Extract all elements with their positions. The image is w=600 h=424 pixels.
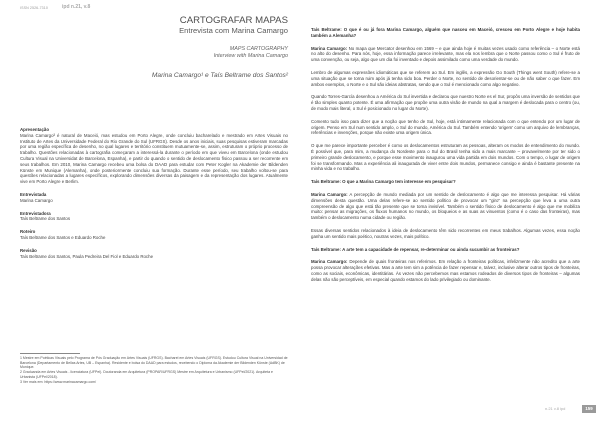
apresentacao-label: Apresentação — [20, 127, 50, 132]
article-subtitle-en: Interview with Marina Camargo — [213, 53, 288, 59]
paragraph-text: A percepção de mundo mediada por um sentido de deslocamento é algo que me interessa pesquisar. Há várias dimensões desta questão. Uma delas refere-se ao sentido político de provocar um "giro" na percepção que leva a uma outra compreensão de algo que está tão presente que se torna invisível. Também o sentido físico de deslocamento é algo que me mobiliza muito: pensar as migrações, os fluxos humanos no mundo, os bloqueios e as suas as vinuentos (como é o caso das fronteiras), mas também o deslocamento numa cidade ou região. — [311, 191, 580, 221]
paragraph-text: Lembro de algumas expressões idiomáticas que se referem ao Sul. Em inglês, a expressão Go South (Things went South) refere-se a uma situação que se torna ruim após já tenha sido boa. Perder o Norte, no sentido de desorientar-se ou de não saber o que fazer. Em ambos exemplos, o Norte e o Sul são ideias abstratas, sendo que o Sul é mencionado como algo negativo. — [311, 69, 580, 87]
footnotes — [20, 353, 288, 384]
interview-question — [311, 247, 580, 253]
paragraph — [311, 228, 580, 240]
article-subtitle: Entrevista com Marina Camargo — [179, 26, 288, 35]
paragraph — [311, 70, 580, 87]
revisao-value: Taís Beltrame dos Santos, Paula Pedreira Del Fiol e Eduardo Roche — [20, 253, 154, 259]
article-title-en: MAPS CARTOGRAPHY — [229, 46, 288, 52]
page-number: 159 — [582, 405, 596, 413]
entrevistadora-label: Entrevistadora — [20, 210, 51, 216]
paragraph-text: No mapa que Mercator desenhou em 1569 – e que ainda hoje é muitas vezes usado como referência – o Norte está no alto do desenho. Para nós, hoje, essa informação parece irrelevante, mas ela nos lembra que o Norte passou como o Sul é fruto de uma convenção, ou seja, algo que um dia foi inventado e depois assimilado como uma verdade do mundo. — [311, 45, 580, 63]
footer-logo: n.21 v.8 ipd — [545, 406, 566, 411]
left-column — [20, 127, 288, 259]
footnote-1: 1 Mestre em Poéticas Visuais pelo Programa de Pós Graduação em Artes Visuais (UFRGS). Bacharel em Artes Visuais (UFRGS). Estudou Cultura Visual na Universidad de Barcelona (Departamento de Bellas Artes, UB – Espanha). Residente e bolsa do DAAD para estudos, recebendo o Diploma da Akademie der Bildenden Künste (AdBK) de Munique. — [20, 356, 288, 370]
speaker-name: Marina Camargo: — [311, 191, 348, 197]
right-column — [311, 27, 580, 290]
entrevistada-label: Entrevistada — [20, 191, 47, 197]
issn-label: ISSN 2526-7310 — [20, 6, 48, 10]
paragraph-text: Depende de quais fronteiras nos referimos. Em relação a fronteiras políticas, infelizmente não acredito que a arte possa provocar alterações efetivas. Mas a arte tem sim a potência de fazer repensar e, talvez, inclusive alterar outros tipos de fronteiras, como as sociais, econômicas, identitárias. Às vezes não percebemos mas estamos rodeados de diversos tipos de fronteiras – algumas delas não são perceptíveis, em especial quando estamos do lado privilegiado ou dominante. — [311, 259, 580, 282]
footnote-3: 3 Ver mais em: https://www.marinacamargo.com/ — [20, 379, 97, 384]
paragraph — [311, 143, 580, 172]
apresentacao-text: Marina Camargo³ é natural de Maceió, mas estudou em Porto Alegre, onde concluiu bacharelado e mestrado em Artes Visuais no Instituto de Artes da Universidade Federal do Rio Grande do Sul (UFRGS). Desde os anos iniciais, suas pesquisas estiveram marcadas por uma região específica de desenho, no qual lugares e território constituem mutuamente-se, assim, estruturam o próprio processo de trabalho. Questões relacionadas à cartografia começaram a interessá-la durante o período em que viveu em Barcelona (onde estudou Cultura Visual na Universidat de Barcelona, Espanha), e partir do quando o sentido de deslocamento físico passou a ser recorrente em seus trabalhos. Em 2010, Marina Camargo recebeu uma bolsa do DAAD para estudar com Peter Kogler na Akademie der Bildenden Künste em Munique (Alemanha), onde posteriormente concluiu sua formação. Durante esse período, seu trabalho voltou-se para questões relacionadas a lugares específicos, explorando dimensões diversas da paisagem e da representação dos lugares. Atualmente vive em Porto Alegre e Berlim. — [20, 132, 288, 185]
speaker-name: Taís Beltrame: — [311, 179, 341, 185]
interview-answer — [311, 192, 580, 221]
speaker-name: Marina Camargo: — [311, 259, 348, 265]
paragraph — [311, 94, 580, 111]
footnote-2: 2 Graduanda em Artes Visuais - licenciatura (UFPel). Doutoranda em Arquitetura (PROPAR/UFRGS) Mestre em Arquitetura e Urbanismo (UFPel/2021). Arquiteta e Urbanista (UFPel/2018). — [20, 370, 273, 379]
journal-mark: ipd n.21, v.8 — [62, 4, 91, 10]
paragraph-text: O que é ou já fora Marina Camargo, alguém que nasceu em Maceió, cresceu em Porto Alegre e hoje habita também a Alemanha? — [311, 27, 580, 38]
speaker-name: Taís Beltrame: — [311, 27, 342, 32]
interview-answer — [311, 259, 580, 282]
entrevistada-value: Marina Camargo — [20, 197, 53, 203]
speaker-name: Taís Beltrame: — [311, 246, 341, 252]
interview-answer — [311, 46, 580, 63]
interview-question — [311, 27, 580, 39]
entrevistadora-value: Taís Beltrame dos Santos — [20, 216, 71, 222]
article-authors: Marina Camargo¹ e Taís Beltrame dos Santos² — [151, 72, 288, 79]
paragraph-text: Comento tudo isso para dizer que a noção que tenho de Sul, hoje, está intimamente relacionada com o que entendo por um lugar de origem. Penso em Sul num sentido amplo, o Sul do mundo, América do Sul. Também entendo 'origem' como um arquivo de lembranças, referências e invenções, porque não existe uma origem única. — [311, 118, 580, 136]
footnote-divider — [20, 353, 80, 354]
paragraph-text: Quando Torres-García desenhou a América do Sul invertida e declarou que nuestro Norte es el Sur, propôs uma inversão de sentidos que é tão simples quanto potente. É uma afirmação que propõe uma outra visão de mundo na qual a margem é deslocada para o centro (ou, de modo mais literal, o Sul é posicionado no lugar do Norte). — [311, 94, 580, 111]
paragraph-text: O que me parece importante perceber é como os deslocamentos estruturam as pessoas, alteram os modos de entendimento do mundo. É possível que, para mim, a mudança do Nordeste para o Sul do Brasil tenha sido a mais marcante – provavelmente por ter sido o primeiro grande deslocamento, e porque esse movimento inaugurou uma vida partida em dois mundos. Com o tempo, o lugar de origem foi se transformando. Mas a experiência ali inaugurada de viver entre dois mundos, permanece consigo e ainda é bastante presente na minha vida e no trabalho. — [311, 143, 580, 172]
article-header — [20, 16, 288, 79]
revisao-label: Revisão — [20, 247, 37, 253]
paragraph-text: A arte tem a capacidade de repensar, re-determinar ou ainda sucumbir as fronteiras? — [342, 246, 520, 252]
roteiro-value: Taís Beltrame dos Santos e Eduardo Roche — [20, 234, 106, 240]
roteiro-label: Roteiro — [20, 229, 36, 235]
paragraph — [311, 119, 580, 136]
article-title: CARTOGRAFAR MAPAS — [179, 15, 288, 26]
paragraph-text: O que a Marina Camargo tem interesse em pesquisar? — [342, 179, 456, 185]
speaker-name: Marina Camargo: — [311, 45, 348, 51]
interview-question — [311, 179, 580, 185]
paragraph-text: Essas diversas sentidos relacionados à ideia de deslocamento têm sido recorrentes em meus trabalhos. Algumas vezes, essa noção ganha um sentido mais poético, noutras vezes, mais político. — [311, 227, 580, 239]
